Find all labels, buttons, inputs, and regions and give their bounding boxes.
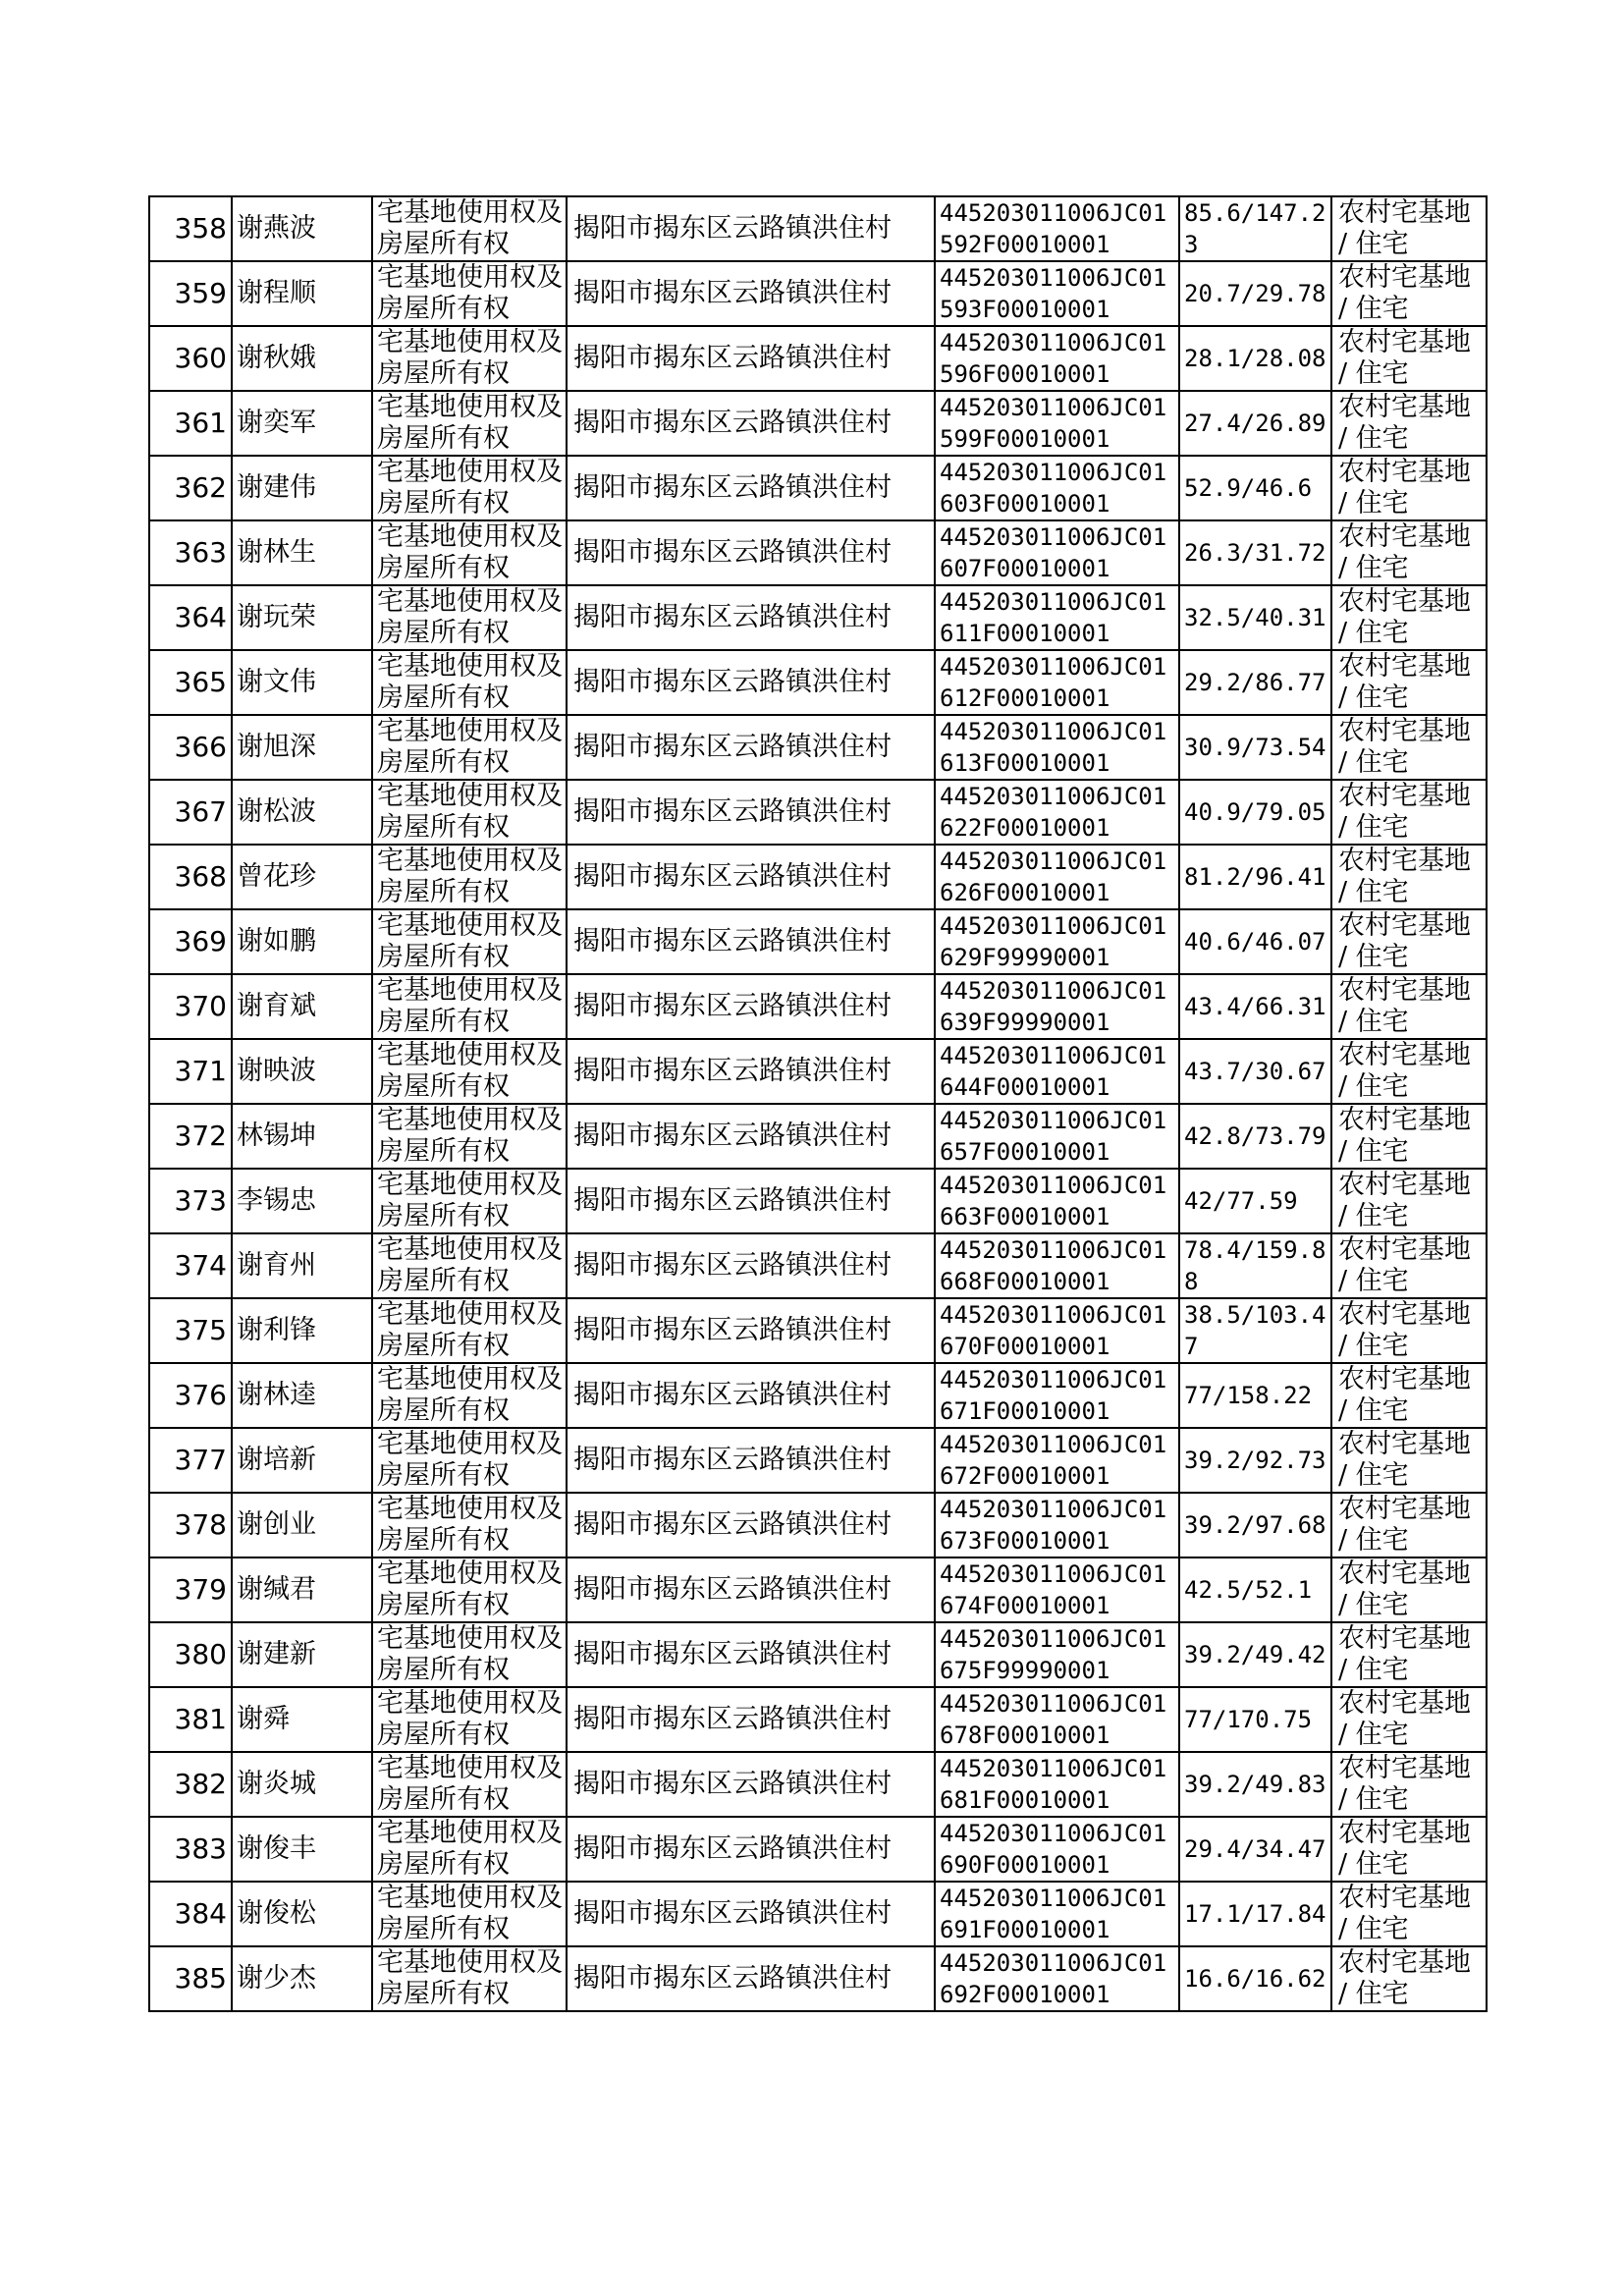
area-cell: 39.2/49.83 (1179, 1752, 1331, 1817)
owner-name-cell: 谢利锋 (232, 1298, 372, 1363)
usage-cell: 农村宅基地 / 住宅 (1331, 326, 1487, 391)
table-row (149, 391, 1487, 456)
owner-name-cell: 谢炎城 (232, 1752, 372, 1817)
row-number-cell: 367 (149, 780, 232, 845)
right-type-cell: 宅基地使用权及房屋所有权 (372, 391, 567, 456)
usage-cell: 农村宅基地 / 住宅 (1331, 391, 1487, 456)
owner-name-cell: 谢育州 (232, 1233, 372, 1298)
owner-name-cell: 谢建新 (232, 1622, 372, 1687)
row-number-cell: 380 (149, 1622, 232, 1687)
row-number-cell: 361 (149, 391, 232, 456)
owner-name-cell: 谢燕波 (232, 196, 372, 261)
area-cell: 40.9/79.05 (1179, 780, 1331, 845)
right-type-cell: 宅基地使用权及房屋所有权 (372, 715, 567, 780)
unit-code-cell: 445203011006JC01611F00010001 (935, 585, 1179, 650)
unit-code-cell: 445203011006JC01592F00010001 (935, 196, 1179, 261)
usage-cell: 农村宅基地 / 住宅 (1331, 1946, 1487, 2011)
usage-cell: 农村宅基地 / 住宅 (1331, 1752, 1487, 1817)
area-cell: 52.9/46.6 (1179, 456, 1331, 520)
owner-name-cell: 谢培新 (232, 1428, 372, 1493)
table-row (149, 1817, 1487, 1882)
owner-name-cell: 曾花珍 (232, 845, 372, 909)
unit-code-cell: 445203011006JC01681F00010001 (935, 1752, 1179, 1817)
location-cell: 揭阳市揭东区云路镇洪住村 (567, 974, 935, 1039)
right-type-cell: 宅基地使用权及房屋所有权 (372, 261, 567, 326)
unit-code-cell: 445203011006JC01599F00010001 (935, 391, 1179, 456)
owner-name-cell: 谢奕军 (232, 391, 372, 456)
table-row (149, 1882, 1487, 1946)
row-number-cell: 359 (149, 261, 232, 326)
right-type-cell: 宅基地使用权及房屋所有权 (372, 1817, 567, 1882)
table-body (149, 196, 1487, 2011)
owner-name-cell: 谢旭深 (232, 715, 372, 780)
owner-name-cell: 谢育斌 (232, 974, 372, 1039)
unit-code-cell: 445203011006JC01644F00010001 (935, 1039, 1179, 1104)
row-number-cell: 371 (149, 1039, 232, 1104)
owner-name-cell: 谢创业 (232, 1493, 372, 1557)
right-type-cell: 宅基地使用权及房屋所有权 (372, 845, 567, 909)
right-type-cell: 宅基地使用权及房屋所有权 (372, 1363, 567, 1428)
table-row (149, 780, 1487, 845)
owner-name-cell: 谢文伟 (232, 650, 372, 715)
table-row (149, 585, 1487, 650)
row-number-cell: 382 (149, 1752, 232, 1817)
location-cell: 揭阳市揭东区云路镇洪住村 (567, 196, 935, 261)
right-type-cell: 宅基地使用权及房屋所有权 (372, 1233, 567, 1298)
owner-name-cell: 林锡坤 (232, 1104, 372, 1169)
right-type-cell: 宅基地使用权及房屋所有权 (372, 1752, 567, 1817)
usage-cell: 农村宅基地 / 住宅 (1331, 1882, 1487, 1946)
location-cell: 揭阳市揭东区云路镇洪住村 (567, 1687, 935, 1752)
unit-code-cell: 445203011006JC01690F00010001 (935, 1817, 1179, 1882)
right-type-cell: 宅基地使用权及房屋所有权 (372, 196, 567, 261)
right-type-cell: 宅基地使用权及房屋所有权 (372, 1622, 567, 1687)
area-cell: 28.1/28.08 (1179, 326, 1331, 391)
unit-code-cell: 445203011006JC01613F00010001 (935, 715, 1179, 780)
unit-code-cell: 445203011006JC01672F00010001 (935, 1428, 1179, 1493)
right-type-cell: 宅基地使用权及房屋所有权 (372, 456, 567, 520)
table-row (149, 196, 1487, 261)
location-cell: 揭阳市揭东区云路镇洪住村 (567, 1817, 935, 1882)
table-row (149, 1752, 1487, 1817)
right-type-cell: 宅基地使用权及房屋所有权 (372, 1557, 567, 1622)
table-row (149, 1363, 1487, 1428)
area-cell: 20.7/29.78 (1179, 261, 1331, 326)
right-type-cell: 宅基地使用权及房屋所有权 (372, 1493, 567, 1557)
unit-code-cell: 445203011006JC01622F00010001 (935, 780, 1179, 845)
owner-name-cell: 谢林逵 (232, 1363, 372, 1428)
table-row (149, 1233, 1487, 1298)
area-cell: 39.2/49.42 (1179, 1622, 1331, 1687)
owner-name-cell: 谢林生 (232, 520, 372, 585)
location-cell: 揭阳市揭东区云路镇洪住村 (567, 520, 935, 585)
table-row (149, 1039, 1487, 1104)
table-row (149, 1104, 1487, 1169)
area-cell: 43.7/30.67 (1179, 1039, 1331, 1104)
unit-code-cell: 445203011006JC01675F99990001 (935, 1622, 1179, 1687)
row-number-cell: 383 (149, 1817, 232, 1882)
row-number-cell: 372 (149, 1104, 232, 1169)
table-row (149, 1622, 1487, 1687)
right-type-cell: 宅基地使用权及房屋所有权 (372, 1428, 567, 1493)
row-number-cell: 379 (149, 1557, 232, 1622)
owner-name-cell: 谢俊丰 (232, 1817, 372, 1882)
area-cell: 78.4/159.88 (1179, 1233, 1331, 1298)
unit-code-cell: 445203011006JC01626F00010001 (935, 845, 1179, 909)
table-row (149, 326, 1487, 391)
property-rights-table (148, 195, 1488, 2012)
row-number-cell: 378 (149, 1493, 232, 1557)
location-cell: 揭阳市揭东区云路镇洪住村 (567, 456, 935, 520)
usage-cell: 农村宅基地 / 住宅 (1331, 1493, 1487, 1557)
location-cell: 揭阳市揭东区云路镇洪住村 (567, 1104, 935, 1169)
usage-cell: 农村宅基地 / 住宅 (1331, 456, 1487, 520)
unit-code-cell: 445203011006JC01673F00010001 (935, 1493, 1179, 1557)
right-type-cell: 宅基地使用权及房屋所有权 (372, 1169, 567, 1233)
location-cell: 揭阳市揭东区云路镇洪住村 (567, 1363, 935, 1428)
location-cell: 揭阳市揭东区云路镇洪住村 (567, 1428, 935, 1493)
unit-code-cell: 445203011006JC01663F00010001 (935, 1169, 1179, 1233)
right-type-cell: 宅基地使用权及房屋所有权 (372, 585, 567, 650)
usage-cell: 农村宅基地 / 住宅 (1331, 585, 1487, 650)
unit-code-cell: 445203011006JC01671F00010001 (935, 1363, 1179, 1428)
usage-cell: 农村宅基地 / 住宅 (1331, 196, 1487, 261)
area-cell: 38.5/103.47 (1179, 1298, 1331, 1363)
area-cell: 85.6/147.23 (1179, 196, 1331, 261)
usage-cell: 农村宅基地 / 住宅 (1331, 650, 1487, 715)
right-type-cell: 宅基地使用权及房屋所有权 (372, 1298, 567, 1363)
table-row (149, 715, 1487, 780)
unit-code-cell: 445203011006JC01691F00010001 (935, 1882, 1179, 1946)
table-row (149, 1557, 1487, 1622)
usage-cell: 农村宅基地 / 住宅 (1331, 1817, 1487, 1882)
usage-cell: 农村宅基地 / 住宅 (1331, 1104, 1487, 1169)
row-number-cell: 384 (149, 1882, 232, 1946)
owner-name-cell: 谢程顺 (232, 261, 372, 326)
table-row (149, 1687, 1487, 1752)
area-cell: 16.6/16.62 (1179, 1946, 1331, 2011)
owner-name-cell: 李锡忠 (232, 1169, 372, 1233)
row-number-cell: 369 (149, 909, 232, 974)
row-number-cell: 385 (149, 1946, 232, 2011)
unit-code-cell: 445203011006JC01678F00010001 (935, 1687, 1179, 1752)
right-type-cell: 宅基地使用权及房屋所有权 (372, 780, 567, 845)
usage-cell: 农村宅基地 / 住宅 (1331, 780, 1487, 845)
owner-name-cell: 谢少杰 (232, 1946, 372, 2011)
table-row (149, 1298, 1487, 1363)
unit-code-cell: 445203011006JC01692F00010001 (935, 1946, 1179, 2011)
location-cell: 揭阳市揭东区云路镇洪住村 (567, 1882, 935, 1946)
row-number-cell: 366 (149, 715, 232, 780)
row-number-cell: 375 (149, 1298, 232, 1363)
unit-code-cell: 445203011006JC01674F00010001 (935, 1557, 1179, 1622)
location-cell: 揭阳市揭东区云路镇洪住村 (567, 780, 935, 845)
usage-cell: 农村宅基地 / 住宅 (1331, 909, 1487, 974)
right-type-cell: 宅基地使用权及房屋所有权 (372, 1687, 567, 1752)
row-number-cell: 368 (149, 845, 232, 909)
row-number-cell: 370 (149, 974, 232, 1039)
row-number-cell: 364 (149, 585, 232, 650)
usage-cell: 农村宅基地 / 住宅 (1331, 1039, 1487, 1104)
location-cell: 揭阳市揭东区云路镇洪住村 (567, 1557, 935, 1622)
table-row (149, 1493, 1487, 1557)
owner-name-cell: 谢秋娥 (232, 326, 372, 391)
location-cell: 揭阳市揭东区云路镇洪住村 (567, 391, 935, 456)
usage-cell: 农村宅基地 / 住宅 (1331, 261, 1487, 326)
right-type-cell: 宅基地使用权及房屋所有权 (372, 520, 567, 585)
area-cell: 29.4/34.47 (1179, 1817, 1331, 1882)
location-cell: 揭阳市揭东区云路镇洪住村 (567, 261, 935, 326)
area-cell: 42.5/52.1 (1179, 1557, 1331, 1622)
row-number-cell: 365 (149, 650, 232, 715)
area-cell: 40.6/46.07 (1179, 909, 1331, 974)
location-cell: 揭阳市揭东区云路镇洪住村 (567, 1169, 935, 1233)
location-cell: 揭阳市揭东区云路镇洪住村 (567, 1233, 935, 1298)
area-cell: 32.5/40.31 (1179, 585, 1331, 650)
area-cell: 77/170.75 (1179, 1687, 1331, 1752)
unit-code-cell: 445203011006JC01603F00010001 (935, 456, 1179, 520)
row-number-cell: 363 (149, 520, 232, 585)
unit-code-cell: 445203011006JC01657F00010001 (935, 1104, 1179, 1169)
owner-name-cell: 谢缄君 (232, 1557, 372, 1622)
table-row (149, 261, 1487, 326)
area-cell: 29.2/86.77 (1179, 650, 1331, 715)
row-number-cell: 362 (149, 456, 232, 520)
unit-code-cell: 445203011006JC01593F00010001 (935, 261, 1179, 326)
unit-code-cell: 445203011006JC01607F00010001 (935, 520, 1179, 585)
usage-cell: 农村宅基地 / 住宅 (1331, 1622, 1487, 1687)
right-type-cell: 宅基地使用权及房屋所有权 (372, 1104, 567, 1169)
unit-code-cell: 445203011006JC01596F00010001 (935, 326, 1179, 391)
location-cell: 揭阳市揭东区云路镇洪住村 (567, 326, 935, 391)
table-row (149, 845, 1487, 909)
usage-cell: 农村宅基地 / 住宅 (1331, 1557, 1487, 1622)
table-row (149, 1169, 1487, 1233)
location-cell: 揭阳市揭东区云路镇洪住村 (567, 1622, 935, 1687)
table-row (149, 909, 1487, 974)
right-type-cell: 宅基地使用权及房屋所有权 (372, 909, 567, 974)
area-cell: 30.9/73.54 (1179, 715, 1331, 780)
right-type-cell: 宅基地使用权及房屋所有权 (372, 1039, 567, 1104)
unit-code-cell: 445203011006JC01639F99990001 (935, 974, 1179, 1039)
right-type-cell: 宅基地使用权及房屋所有权 (372, 650, 567, 715)
area-cell: 27.4/26.89 (1179, 391, 1331, 456)
usage-cell: 农村宅基地 / 住宅 (1331, 1363, 1487, 1428)
right-type-cell: 宅基地使用权及房屋所有权 (372, 1882, 567, 1946)
area-cell: 39.2/97.68 (1179, 1493, 1331, 1557)
unit-code-cell: 445203011006JC01612F00010001 (935, 650, 1179, 715)
usage-cell: 农村宅基地 / 住宅 (1331, 1428, 1487, 1493)
owner-name-cell: 谢松波 (232, 780, 372, 845)
table-row (149, 456, 1487, 520)
location-cell: 揭阳市揭东区云路镇洪住村 (567, 650, 935, 715)
usage-cell: 农村宅基地 / 住宅 (1331, 974, 1487, 1039)
usage-cell: 农村宅基地 / 住宅 (1331, 1169, 1487, 1233)
row-number-cell: 358 (149, 196, 232, 261)
owner-name-cell: 谢玩荣 (232, 585, 372, 650)
area-cell: 43.4/66.31 (1179, 974, 1331, 1039)
usage-cell: 农村宅基地 / 住宅 (1331, 1233, 1487, 1298)
area-cell: 17.1/17.84 (1179, 1882, 1331, 1946)
location-cell: 揭阳市揭东区云路镇洪住村 (567, 909, 935, 974)
area-cell: 77/158.22 (1179, 1363, 1331, 1428)
right-type-cell: 宅基地使用权及房屋所有权 (372, 1946, 567, 2011)
location-cell: 揭阳市揭东区云路镇洪住村 (567, 1298, 935, 1363)
area-cell: 26.3/31.72 (1179, 520, 1331, 585)
table-row (149, 520, 1487, 585)
right-type-cell: 宅基地使用权及房屋所有权 (372, 974, 567, 1039)
location-cell: 揭阳市揭东区云路镇洪住村 (567, 1039, 935, 1104)
table-row (149, 1946, 1487, 2011)
area-cell: 39.2/92.73 (1179, 1428, 1331, 1493)
usage-cell: 农村宅基地 / 住宅 (1331, 1687, 1487, 1752)
owner-name-cell: 谢舜 (232, 1687, 372, 1752)
location-cell: 揭阳市揭东区云路镇洪住村 (567, 1752, 935, 1817)
row-number-cell: 381 (149, 1687, 232, 1752)
usage-cell: 农村宅基地 / 住宅 (1331, 1298, 1487, 1363)
usage-cell: 农村宅基地 / 住宅 (1331, 520, 1487, 585)
row-number-cell: 360 (149, 326, 232, 391)
location-cell: 揭阳市揭东区云路镇洪住村 (567, 845, 935, 909)
owner-name-cell: 谢如鹏 (232, 909, 372, 974)
right-type-cell: 宅基地使用权及房屋所有权 (372, 326, 567, 391)
row-number-cell: 374 (149, 1233, 232, 1298)
table-row (149, 1428, 1487, 1493)
area-cell: 42/77.59 (1179, 1169, 1331, 1233)
table-row (149, 650, 1487, 715)
table-row (149, 974, 1487, 1039)
unit-code-cell: 445203011006JC01629F99990001 (935, 909, 1179, 974)
area-cell: 42.8/73.79 (1179, 1104, 1331, 1169)
row-number-cell: 373 (149, 1169, 232, 1233)
owner-name-cell: 谢建伟 (232, 456, 372, 520)
location-cell: 揭阳市揭东区云路镇洪住村 (567, 715, 935, 780)
owner-name-cell: 谢俊松 (232, 1882, 372, 1946)
unit-code-cell: 445203011006JC01670F00010001 (935, 1298, 1179, 1363)
unit-code-cell: 445203011006JC01668F00010001 (935, 1233, 1179, 1298)
owner-name-cell: 谢映波 (232, 1039, 372, 1104)
area-cell: 81.2/96.41 (1179, 845, 1331, 909)
usage-cell: 农村宅基地 / 住宅 (1331, 715, 1487, 780)
row-number-cell: 377 (149, 1428, 232, 1493)
location-cell: 揭阳市揭东区云路镇洪住村 (567, 1946, 935, 2011)
row-number-cell: 376 (149, 1363, 232, 1428)
location-cell: 揭阳市揭东区云路镇洪住村 (567, 1493, 935, 1557)
location-cell: 揭阳市揭东区云路镇洪住村 (567, 585, 935, 650)
usage-cell: 农村宅基地 / 住宅 (1331, 845, 1487, 909)
